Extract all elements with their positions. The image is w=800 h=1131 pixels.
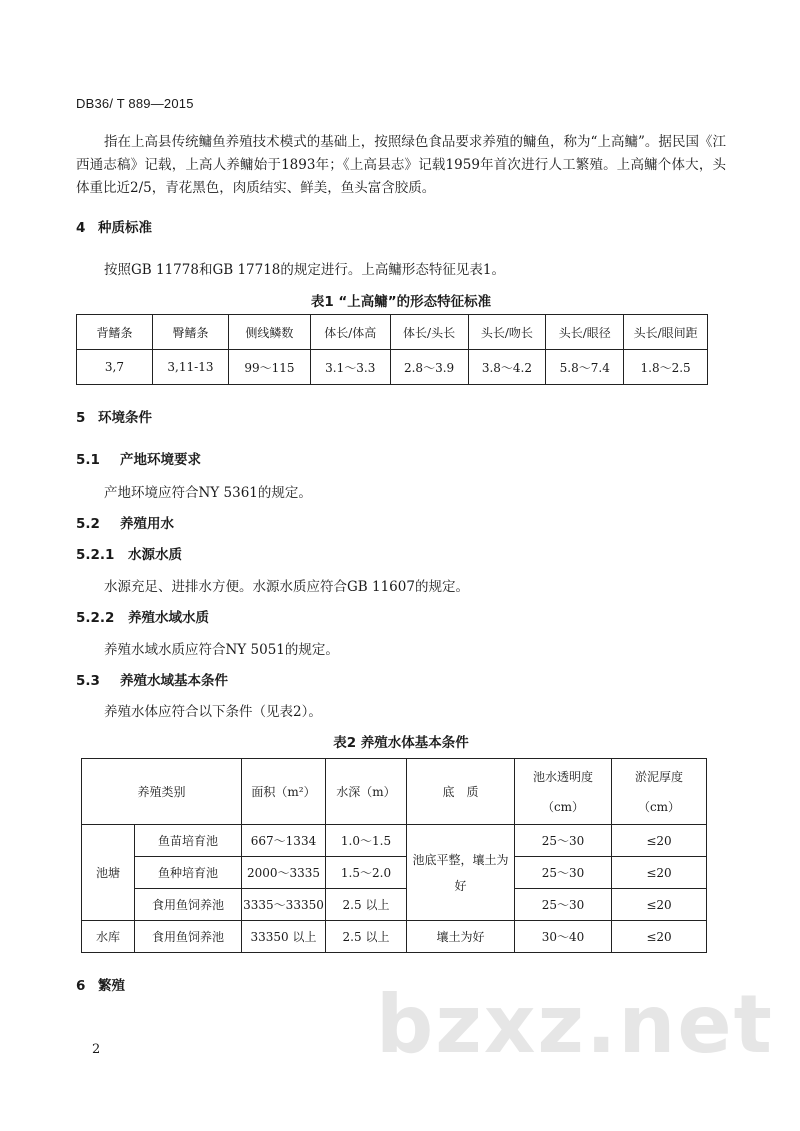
table-cell: 食用鱼饲养池	[135, 889, 242, 921]
table-cell: 667～1334	[242, 825, 326, 857]
table-cell: 3,7	[77, 350, 153, 385]
section-number: 5.2.1	[76, 547, 115, 563]
section-4-heading	[76, 216, 152, 236]
section-number: 5.1	[76, 452, 100, 468]
section-6-heading	[76, 974, 125, 994]
table-header-cell: 面积（m²）	[242, 759, 326, 825]
table-cell: 3,11-13	[152, 350, 228, 385]
table-cell: 1.5～2.0	[326, 857, 407, 889]
table-header-cell: 水深（m）	[326, 759, 407, 825]
table-1-caption: 表1 “上高鳙”的形态特征标准	[310, 294, 492, 310]
table-header-cell: 体长/体高	[310, 315, 390, 350]
section-5-3-text: 养殖水体应符合以下条件（见表2）。	[104, 704, 322, 720]
table-cell: 鱼种培育池	[135, 857, 242, 889]
table-cell: 1.8～2.5	[624, 350, 708, 385]
document-code: DB36/ T 889—2015	[76, 96, 194, 111]
section-number: 5.3	[76, 673, 100, 689]
header-line: （cm）	[541, 799, 585, 814]
table-cell: 2000～3335	[242, 857, 326, 889]
table-row	[77, 350, 708, 385]
header-line: 淤泥厚度	[634, 769, 683, 784]
table-cell: 2.8～3.9	[390, 350, 468, 385]
section-5-2-1-text: 水源充足、进排水方便。水源水质应符合GB 11607的规定。	[104, 579, 469, 595]
section-title: 环境条件	[98, 410, 152, 426]
table-cell: 3.1～3.3	[310, 350, 390, 385]
section-title: 种质标准	[98, 220, 152, 236]
table-cell: ≤20	[612, 889, 707, 921]
table-header-cell: 侧线鳞数	[229, 315, 311, 350]
table-cell: 99～115	[229, 350, 311, 385]
table-cell: 食用鱼饲养池	[135, 921, 242, 953]
table-1	[76, 314, 708, 385]
table-cell: 2.5 以上	[326, 921, 407, 953]
page-number: 2	[92, 1042, 101, 1057]
table-cell: 25～30	[515, 889, 612, 921]
cell-line: 好	[454, 878, 467, 893]
section-5-2-2-text: 养殖水域水质应符合NY 5051的规定。	[104, 642, 339, 658]
table-cell: 5.8～7.4	[546, 350, 624, 385]
table-row	[82, 921, 707, 953]
table-group-cell: 池塘	[82, 825, 135, 921]
table-row	[82, 759, 707, 825]
section-title: 养殖水域水质	[128, 610, 209, 626]
table-cell	[407, 825, 515, 921]
section-number: 5	[76, 410, 86, 426]
table-header-cell: 养殖类别	[82, 759, 242, 825]
table-row	[82, 825, 707, 857]
header-line: （cm）	[637, 799, 681, 814]
section-5-3-heading	[76, 669, 228, 689]
table-cell: ≤20	[612, 921, 707, 953]
table-2	[81, 758, 707, 953]
table-cell: 1.0～1.5	[326, 825, 407, 857]
table-cell: ≤20	[612, 825, 707, 857]
table-header-cell: 臀鳍条	[152, 315, 228, 350]
section-5-2-1-heading	[76, 543, 182, 563]
table-2-caption: 表2 养殖水体基本条件	[333, 735, 469, 751]
section-title: 养殖用水	[120, 516, 174, 532]
section-number: 4	[76, 220, 86, 236]
section-4-text: 按照GB 11778和GB 17718的规定进行。上高鳙形态特征见表1。	[104, 262, 505, 278]
section-title: 水源水质	[128, 547, 182, 563]
table-group-cell: 水库	[82, 921, 135, 953]
table-header-cell	[515, 759, 612, 825]
table-header-cell: 体长/头长	[390, 315, 468, 350]
section-5-1-heading	[76, 448, 201, 468]
table-cell: 3.8～4.2	[468, 350, 546, 385]
section-title: 繁殖	[98, 978, 125, 994]
table-cell: 25～30	[515, 825, 612, 857]
table-cell: 3335～33350	[242, 889, 326, 921]
section-5-2-heading	[76, 512, 174, 532]
table-row	[77, 315, 708, 350]
table-cell: 壤土为好	[407, 921, 515, 953]
section-number: 6	[76, 978, 86, 994]
table-header-cell: 头长/眼间距	[624, 315, 708, 350]
table-row	[82, 857, 707, 889]
table-header-cell: 底 质	[407, 759, 515, 825]
watermark: bzxz.net	[376, 978, 774, 1071]
table-cell: 2.5 以上	[326, 889, 407, 921]
table-row	[82, 889, 707, 921]
table-header-cell	[612, 759, 707, 825]
table-cell: 33350 以上	[242, 921, 326, 953]
header-line: 池水透明度	[532, 769, 593, 784]
table-cell: 25～30	[515, 857, 612, 889]
table-header-cell: 头长/吻长	[468, 315, 546, 350]
section-5-heading	[76, 406, 152, 426]
section-number: 5.2.2	[76, 610, 115, 626]
intro-paragraph: 指在上高县传统鳙鱼养殖技术模式的基础上，按照绿色食品要求养殖的鳙鱼，称为“上高鳙”。据民国《江西通志稿》记载，上高人养鳙始于1893年；《上高县志》记载1959年首次进行人工繁殖。上高鳙个体大，头体重比近2/5，青花黑色，肉质结实、鲜美，鱼头富含胶质。	[76, 134, 726, 196]
section-5-2-2-heading	[76, 606, 209, 626]
table-cell: ≤20	[612, 857, 707, 889]
section-title: 产地环境要求	[120, 452, 201, 468]
table-cell: 鱼苗培育池	[135, 825, 242, 857]
table-header-cell: 头长/眼径	[546, 315, 624, 350]
section-title: 养殖水域基本条件	[120, 673, 228, 689]
table-header-cell: 背鳍条	[77, 315, 153, 350]
cell-line: 池底平整，壤土为	[412, 852, 509, 867]
table-cell: 30～40	[515, 921, 612, 953]
section-5-1-text: 产地环境应符合NY 5361的规定。	[104, 485, 312, 501]
section-number: 5.2	[76, 516, 100, 532]
